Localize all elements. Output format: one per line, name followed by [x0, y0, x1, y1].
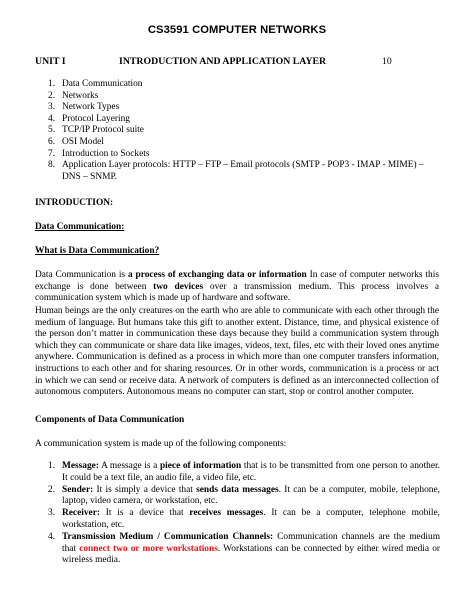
component-term: Message: [62, 461, 99, 471]
list-item [48, 102, 440, 114]
list-number: 3. [48, 508, 56, 519]
list-number: 6. [48, 136, 56, 147]
bold-phrase: piece of information [159, 461, 242, 471]
bold-phrase: receives messages [189, 508, 264, 519]
list-text: Protocol Layering [62, 113, 130, 124]
list-number: 5. [48, 125, 56, 136]
list-text: OSI Model [62, 136, 104, 147]
paragraph-text: Data Communication is [35, 270, 128, 280]
bold-phrase: a process of exchanging data or information [127, 270, 307, 280]
unit-title: INTRODUCTION AND APPLICATION LAYER [119, 56, 327, 67]
component-text: Communication channels are the medium that [62, 532, 440, 554]
component-text: . It can be a computer, telephone mobile, workstation, etc. [62, 508, 441, 530]
list-item [48, 137, 440, 149]
list-number: 4. [48, 532, 56, 543]
list-number: 2. [48, 90, 56, 101]
list-number: 1. [48, 461, 56, 471]
components-intro-paragraph: A communication system is made up of the following components: [35, 439, 287, 449]
list-text: Introduction to Sockets [62, 148, 150, 159]
data-communication-heading: Data Communication: [35, 222, 125, 232]
component-text: that is to be transmitted from one person to another. It could be a text file, an audio file, a video file, etc. [62, 461, 440, 483]
components-heading: Components of Data Communication [35, 415, 185, 425]
list-item [48, 125, 440, 137]
list-number: 3. [48, 102, 56, 113]
list-number: 8. [48, 160, 56, 171]
list-item [48, 532, 440, 567]
syllabus-list [48, 79, 440, 183]
list-item [48, 114, 440, 126]
unit-label: UNIT I [35, 56, 66, 67]
human-communication-paragraph: Human beings are the only creatures on the earth who are able to communicate with each other through the medium of language. But humans take this gift to another extent. Distance, time, and physical existence of the person don’t matter in communication these days because they build a communication system through which they can communicate or share data like images, videos, text, files, etc with their loved ones anytime anywhere. Communication is defined as a process in which more than one computer transfers information, instructions to each other and for sharing resources. Or in other words, communication is a process or act in which we can send or receive data. A network of computers is defined as an interconnected collection of autonomous computers. Autonomous means no computer can start, stop or control another computer. [35, 306, 439, 398]
list-text: Application Layer protocols: HTTP – FTP – Email protocols (SMTP - POP3 - IMAP - MIME) – DNS – SNMP. [62, 160, 424, 182]
course-title: CS3591 COMPUTER NETWORKS [147, 24, 327, 36]
bold-phrase: two devices [153, 281, 204, 292]
component-text: It is a device that [100, 508, 190, 519]
list-number: 4. [48, 113, 56, 124]
list-item [48, 485, 440, 508]
paragraph-text: In case of computer networks this exchange is done between [35, 270, 439, 292]
list-number: 7. [48, 148, 56, 159]
bold-phrase: sends data messages [196, 484, 279, 495]
unit-header [35, 56, 415, 69]
list-number: 2. [48, 484, 56, 495]
definition-paragraph [35, 270, 439, 305]
introduction-heading: INTRODUCTION: [35, 198, 114, 208]
component-text: . It can be a computer, mobile, telephone, laptop, video camera, or workstation, etc. [62, 484, 440, 507]
list-item [48, 149, 440, 161]
components-list [48, 461, 440, 567]
list-text: Networks [62, 90, 99, 101]
component-text: It is simply a device that [93, 484, 197, 495]
list-number: 1. [48, 79, 56, 89]
unit-hours: 10 [382, 56, 392, 67]
component-text: . Workstations can be connected by either wired media or wireless media. [62, 543, 440, 566]
highlighted-phrase: connect two or more workstations [79, 543, 218, 554]
list-text: Network Types [62, 102, 120, 113]
list-item [48, 160, 440, 183]
component-text: A message is a [98, 461, 160, 471]
list-item [48, 91, 440, 103]
component-term: Sender: [62, 484, 94, 495]
what-is-data-communication-heading: What is Data Communication? [35, 246, 160, 256]
list-text: TCP/IP Protocol suite [62, 125, 144, 136]
list-item [48, 508, 440, 531]
list-item [48, 461, 440, 484]
paragraph-text: over a transmission medium. This process involves a communication system which is made up of hardware and software. [35, 281, 440, 304]
component-term: Transmission Medium / Communication Channels: [62, 532, 274, 543]
component-term: Receiver: [62, 508, 100, 519]
list-text: Data Communication [62, 79, 143, 89]
list-item [48, 79, 440, 91]
